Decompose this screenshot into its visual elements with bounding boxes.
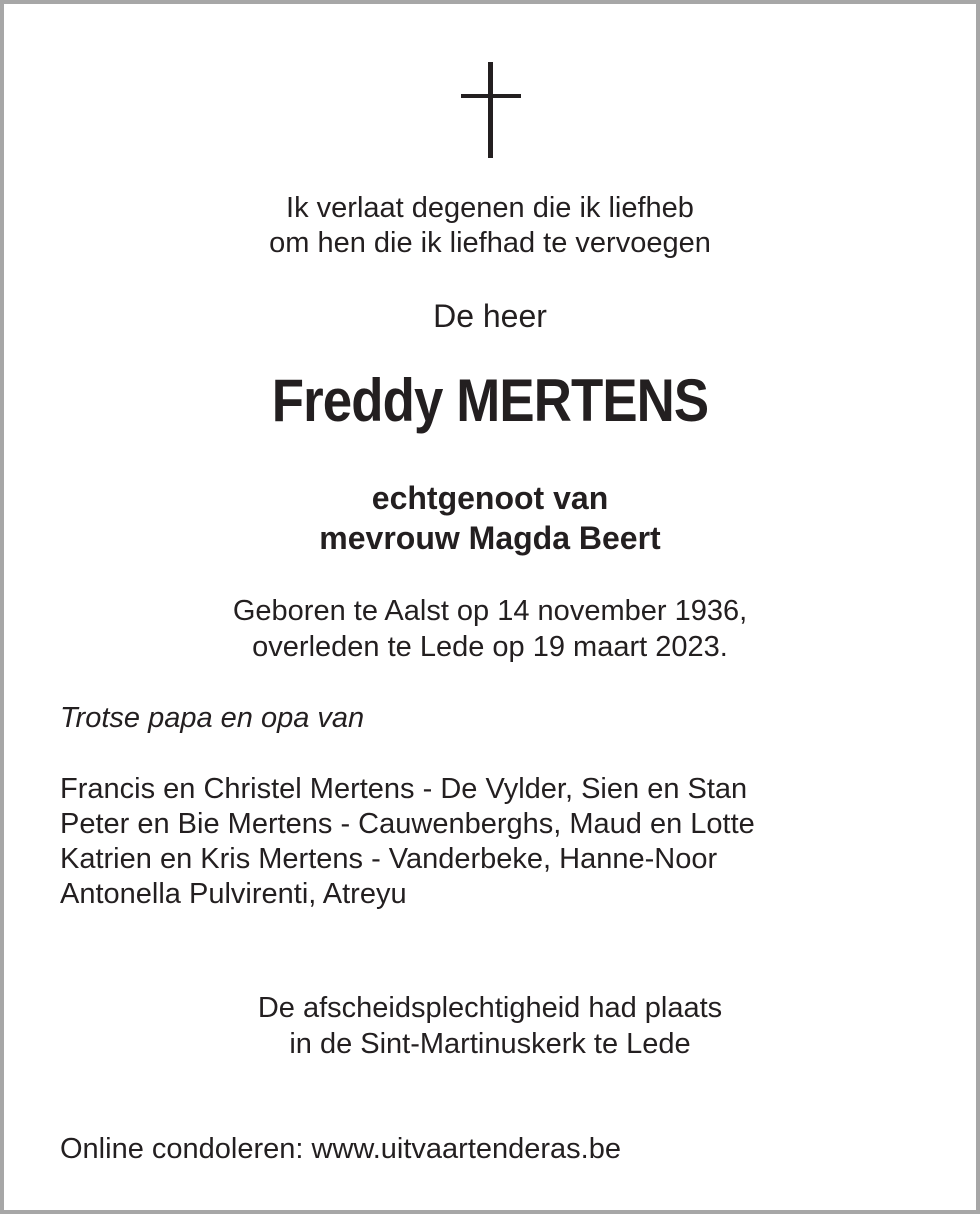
ceremony-line-1: De afscheidsplechtigheid had plaats (257, 992, 723, 1024)
family-item: Peter en Bie Mertens - Cauwenberghs, Maud en Lotte (60, 808, 755, 840)
quote-line-1: Ik verlaat degenen die ik liefheb (286, 192, 694, 224)
spouse-line-2: mevrouw Magda Beert (319, 520, 661, 556)
honorific: De heer (433, 298, 547, 334)
spouse-line-1: echtgenoot van (371, 480, 609, 516)
life-dates (0, 593, 980, 665)
quote (0, 191, 980, 261)
online-condolence-link[interactable]: Online condoleren: www.uitvaartenderas.be (60, 1133, 621, 1165)
birth-line: Geboren te Aalst op 14 november 1936, (232, 595, 748, 627)
quote-line-2: om hen die ik liefhad te vervoegen (269, 227, 711, 259)
family-list (60, 772, 755, 912)
spouse (0, 478, 980, 558)
family-item: Katrien en Kris Mertens - Vanderbeke, Hanne-Noor (60, 843, 718, 875)
death-line: overleden te Lede op 19 maart 2023. (252, 631, 728, 663)
family-item: Antonella Pulvirenti, Atreyu (60, 878, 407, 910)
cross-icon (461, 62, 521, 158)
deceased-name: Freddy MERTENS (271, 367, 709, 434)
ceremony-info (0, 990, 980, 1062)
ceremony-line-2: in de Sint-Martinuskerk te Lede (289, 1028, 691, 1060)
family-item: Francis en Christel Mertens - De Vylder, Sien en Stan (60, 773, 748, 805)
family-intro: Trotse papa en opa van (60, 702, 365, 734)
